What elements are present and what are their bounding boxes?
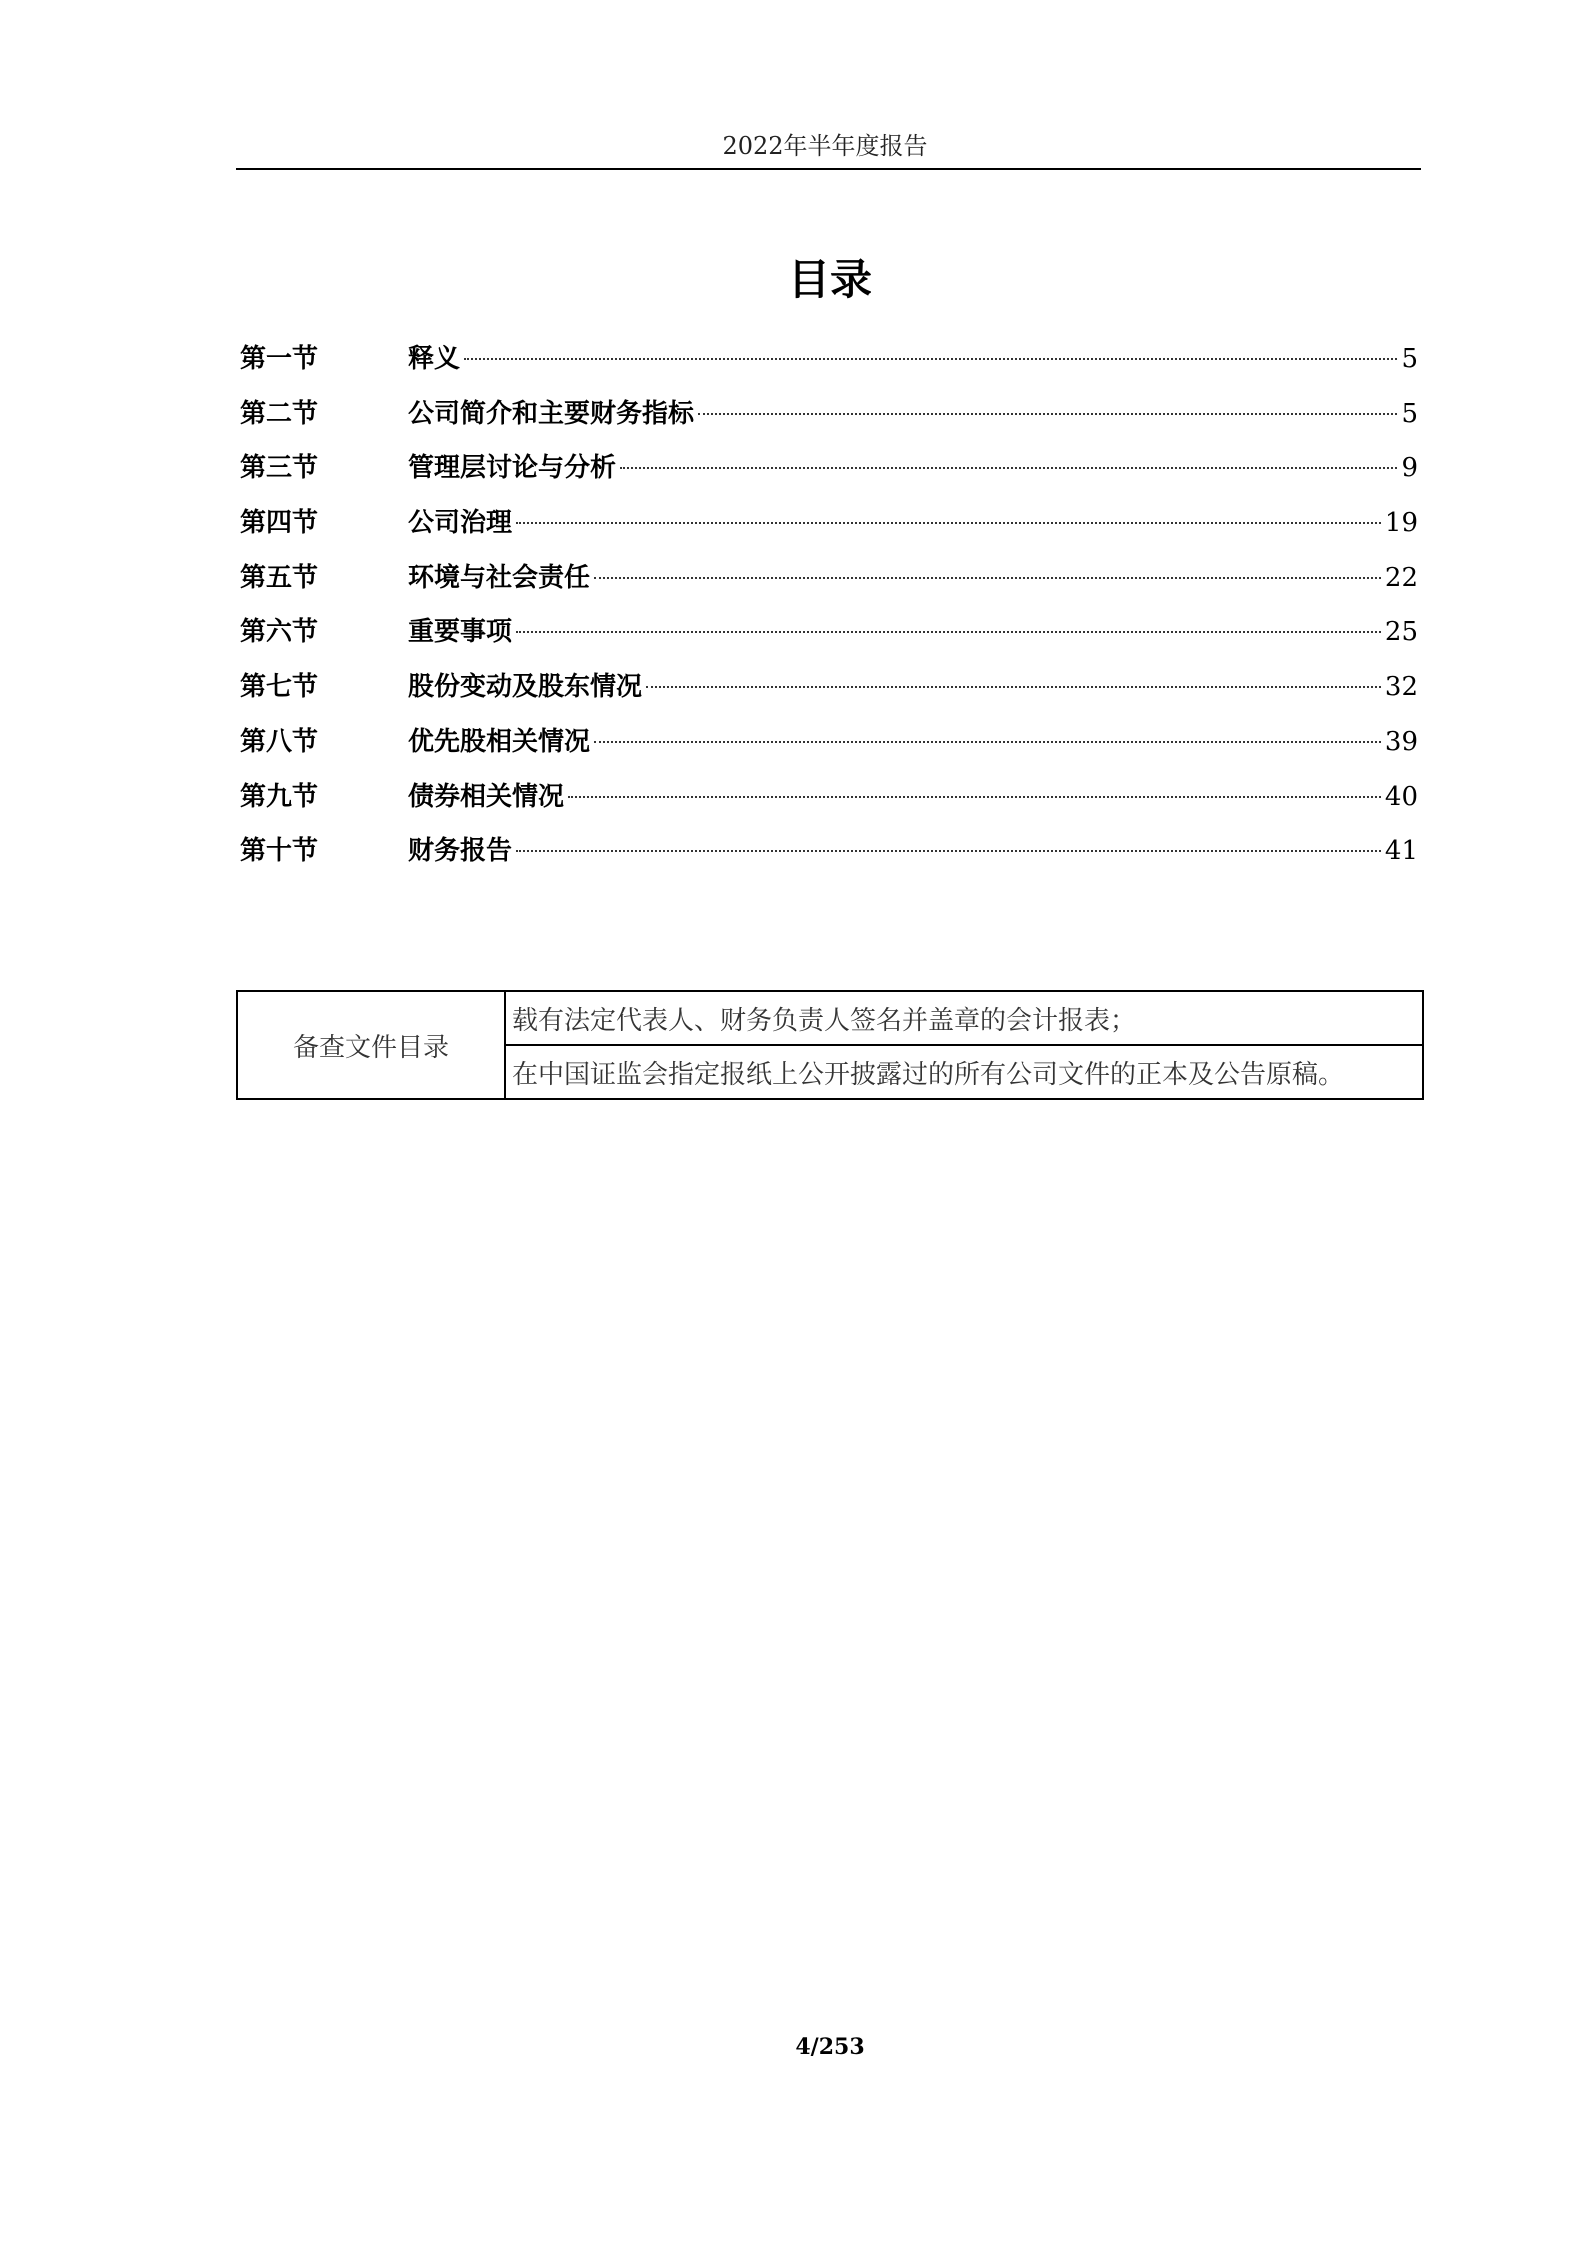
toc-item-2[interactable] [240, 391, 1418, 446]
toc-leader-dots [516, 631, 1381, 633]
toc-page-number: 25 [1384, 617, 1418, 648]
toc-section-number: 第十节 [240, 836, 319, 867]
toc-section-number: 第四节 [240, 508, 319, 539]
toc-leader-dots [516, 522, 1381, 524]
toc-section-name: 释义 [408, 344, 461, 374]
toc-item-4[interactable] [240, 500, 1418, 555]
toc-page-number: 40 [1384, 781, 1418, 812]
toc-leader-dots [568, 796, 1381, 798]
reference-document-item: 在中国证监会指定报纸上公开披露过的所有公司文件的正本及公告原稿。 [505, 1045, 1423, 1099]
toc-leader-dots [646, 686, 1381, 688]
toc-section-name: 重要事项 [408, 617, 513, 648]
table-row [237, 991, 1423, 1045]
toc-section-number: 第九节 [240, 781, 319, 812]
toc-section-name: 优先股相关情况 [408, 726, 591, 757]
toc-item-5[interactable] [240, 555, 1418, 610]
toc-section-name: 财务报告 [408, 836, 513, 867]
toc-leader-dots [464, 358, 1397, 360]
toc-item-3[interactable] [240, 445, 1418, 500]
toc-section-number: 第五节 [240, 562, 319, 593]
toc-leader-dots [698, 413, 1397, 415]
reference-documents-label: 备查文件目录 [237, 991, 505, 1099]
toc-item-1[interactable] [240, 336, 1418, 391]
toc-section-number: 第七节 [240, 672, 319, 703]
toc-title: 目录 [787, 255, 872, 304]
toc-item-6[interactable] [240, 609, 1418, 664]
toc-section-name: 管理层讨论与分析 [408, 453, 617, 484]
toc-section-number: 第三节 [240, 453, 319, 484]
toc-page-number: 9 [1401, 453, 1418, 484]
toc-page-number: 32 [1384, 672, 1418, 703]
toc-section-name: 环境与社会责任 [408, 562, 591, 593]
page-header-title: 2022年半年度报告 [722, 132, 928, 160]
toc-item-9[interactable] [240, 774, 1418, 829]
toc-section-name: 股份变动及股东情况 [408, 672, 643, 703]
toc-leader-dots [594, 741, 1381, 743]
toc-leader-dots [516, 850, 1381, 852]
toc-item-10[interactable] [240, 828, 1418, 883]
toc-section-number: 第六节 [240, 617, 319, 648]
reference-document-item: 载有法定代表人、财务负责人签名并盖章的会计报表； [505, 991, 1423, 1045]
toc-leader-dots [594, 577, 1381, 579]
header-divider [236, 168, 1421, 170]
toc-page-number: 19 [1384, 508, 1418, 539]
toc-section-number: 第八节 [240, 726, 319, 757]
toc-list [240, 336, 1418, 883]
toc-page-number: 5 [1401, 398, 1418, 429]
toc-page-number: 22 [1384, 562, 1418, 593]
toc-section-number: 第一节 [240, 344, 319, 374]
toc-page-number: 5 [1401, 344, 1418, 374]
page-number: 4/253 [795, 2034, 865, 2060]
toc-leader-dots [620, 467, 1397, 469]
reference-documents-table [236, 990, 1424, 1100]
toc-section-number: 第二节 [240, 398, 319, 429]
toc-section-name: 公司治理 [408, 508, 513, 539]
toc-item-8[interactable] [240, 719, 1418, 774]
toc-section-name: 债券相关情况 [408, 781, 565, 812]
toc-page-number: 39 [1384, 726, 1418, 757]
toc-page-number: 41 [1384, 836, 1418, 867]
toc-item-7[interactable] [240, 664, 1418, 719]
toc-section-name: 公司简介和主要财务指标 [408, 398, 695, 429]
